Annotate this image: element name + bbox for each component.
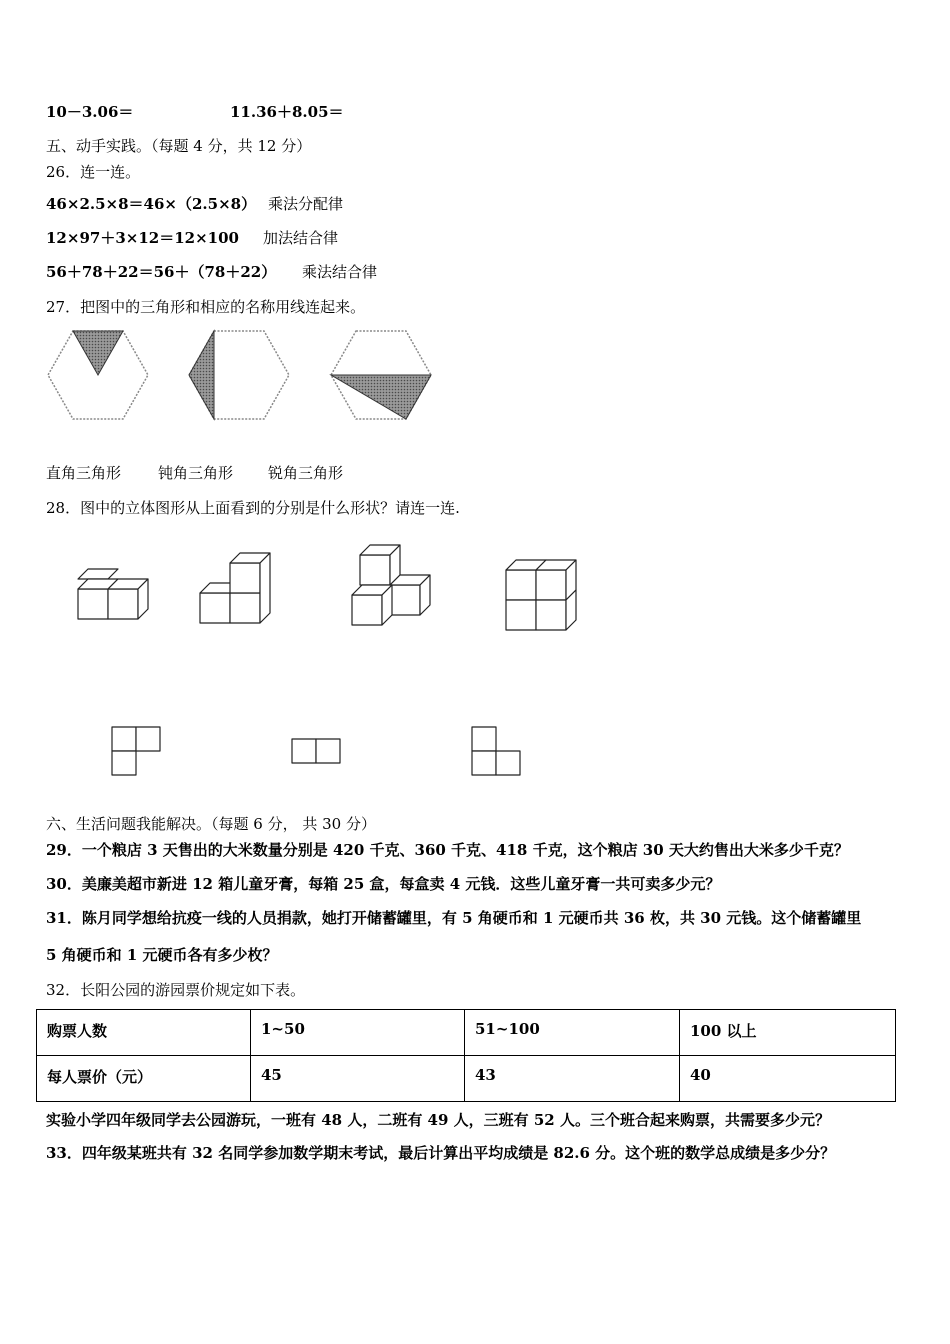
q32-title: 32．长阳公园的游园票价规定如下表。 [46, 981, 306, 999]
top-view-1 [112, 727, 160, 775]
table-cell: 1~50 [251, 1010, 465, 1056]
q29: 29．一个粮店 3 天售出的大米数量分别是 420 千克、360 千克、418 千克，这个粮店 30 天大约售出大米多少千克？ [46, 841, 849, 859]
triangle-name-obtuse: 钝角三角形 [158, 464, 234, 482]
table-cell: 45 [251, 1056, 465, 1102]
top-view-3 [472, 727, 520, 775]
table-cell: 100 以上 [680, 1010, 896, 1056]
q31-line-1: 31．陈月同学想给抗疫一线的人员捐款，她打开储蓄罐里，有 5 角硬币和 1 元硬币共 36 枚，共 30 元钱。这个储蓄罐里 [46, 909, 862, 927]
table-cell: 购票人数 [37, 1010, 251, 1056]
q30: 30．美廉美超市新进 12 箱儿童牙膏，每箱 25 盒，每盒卖 4 元钱．这些儿童牙膏一共可卖多少元？ [46, 875, 721, 893]
solid-figure-2 [200, 553, 270, 623]
calc-expression-2: 11.36＋8.05＝ [230, 103, 344, 121]
table-row [37, 1010, 896, 1056]
top-view-2 [292, 739, 340, 763]
hexagon-2 [189, 331, 289, 419]
solid-figure-3 [352, 545, 430, 625]
table-cell: 51~100 [465, 1010, 680, 1056]
section5-heading: 五、动手实践。（每题 4 分，共 12 分） [46, 137, 312, 155]
q26-expr-1: 46×2.5×8＝46×（2.5×8） [46, 195, 257, 213]
q26-law-2: 加法结合律 [263, 229, 339, 247]
triangle-name-acute: 锐角三角形 [268, 464, 344, 482]
q26-expr-2: 12×97＋3×12＝12×100 [46, 229, 239, 247]
q32-question: 实验小学四年级同学去公园游玩，一班有 48 人，二班有 49 人，三班有 52 人。三个班合起来购票，共需要多少元？ [46, 1111, 830, 1129]
hexagon-3 [331, 331, 431, 419]
solid-figure-1 [78, 569, 148, 619]
q26-law-3: 乘法结合律 [302, 263, 378, 281]
triangle-name-right: 直角三角形 [46, 464, 122, 482]
table-row [37, 1056, 896, 1102]
ticket-price-table [36, 1009, 896, 1102]
q26-title: 26．连一连。 [46, 163, 141, 181]
section6-heading: 六、生活问题我能解决。（每题 6 分， 共 30 分） [46, 815, 376, 833]
solid-figure-4 [506, 560, 576, 630]
q31-line-2: 5 角硬币和 1 元硬币各有多少枚？ [46, 946, 278, 964]
table-cell: 43 [465, 1056, 680, 1102]
q26-expr-3: 56＋78＋22＝56＋（78＋22） [46, 263, 277, 281]
calc-expression-1: 10－3.06＝ [46, 103, 134, 121]
table-cell: 40 [680, 1056, 896, 1102]
q28-solid-figures [60, 535, 600, 785]
hexagon-1 [48, 331, 148, 419]
q27-title: 27．把图中的三角形和相应的名称用线连起来。 [46, 298, 366, 316]
table-cell: 每人票价（元） [37, 1056, 251, 1102]
q33: 33．四年级某班共有 32 名同学参加数学期末考试，最后计算出平均成绩是 82.6 分。这个班的数学总成绩是多少分？ [46, 1144, 836, 1162]
q26-law-1: 乘法分配律 [268, 195, 344, 213]
q27-hexagon-figures [40, 325, 440, 425]
q28-title: 28．图中的立体图形从上面看到的分别是什么形状？请连一连. [46, 499, 460, 517]
